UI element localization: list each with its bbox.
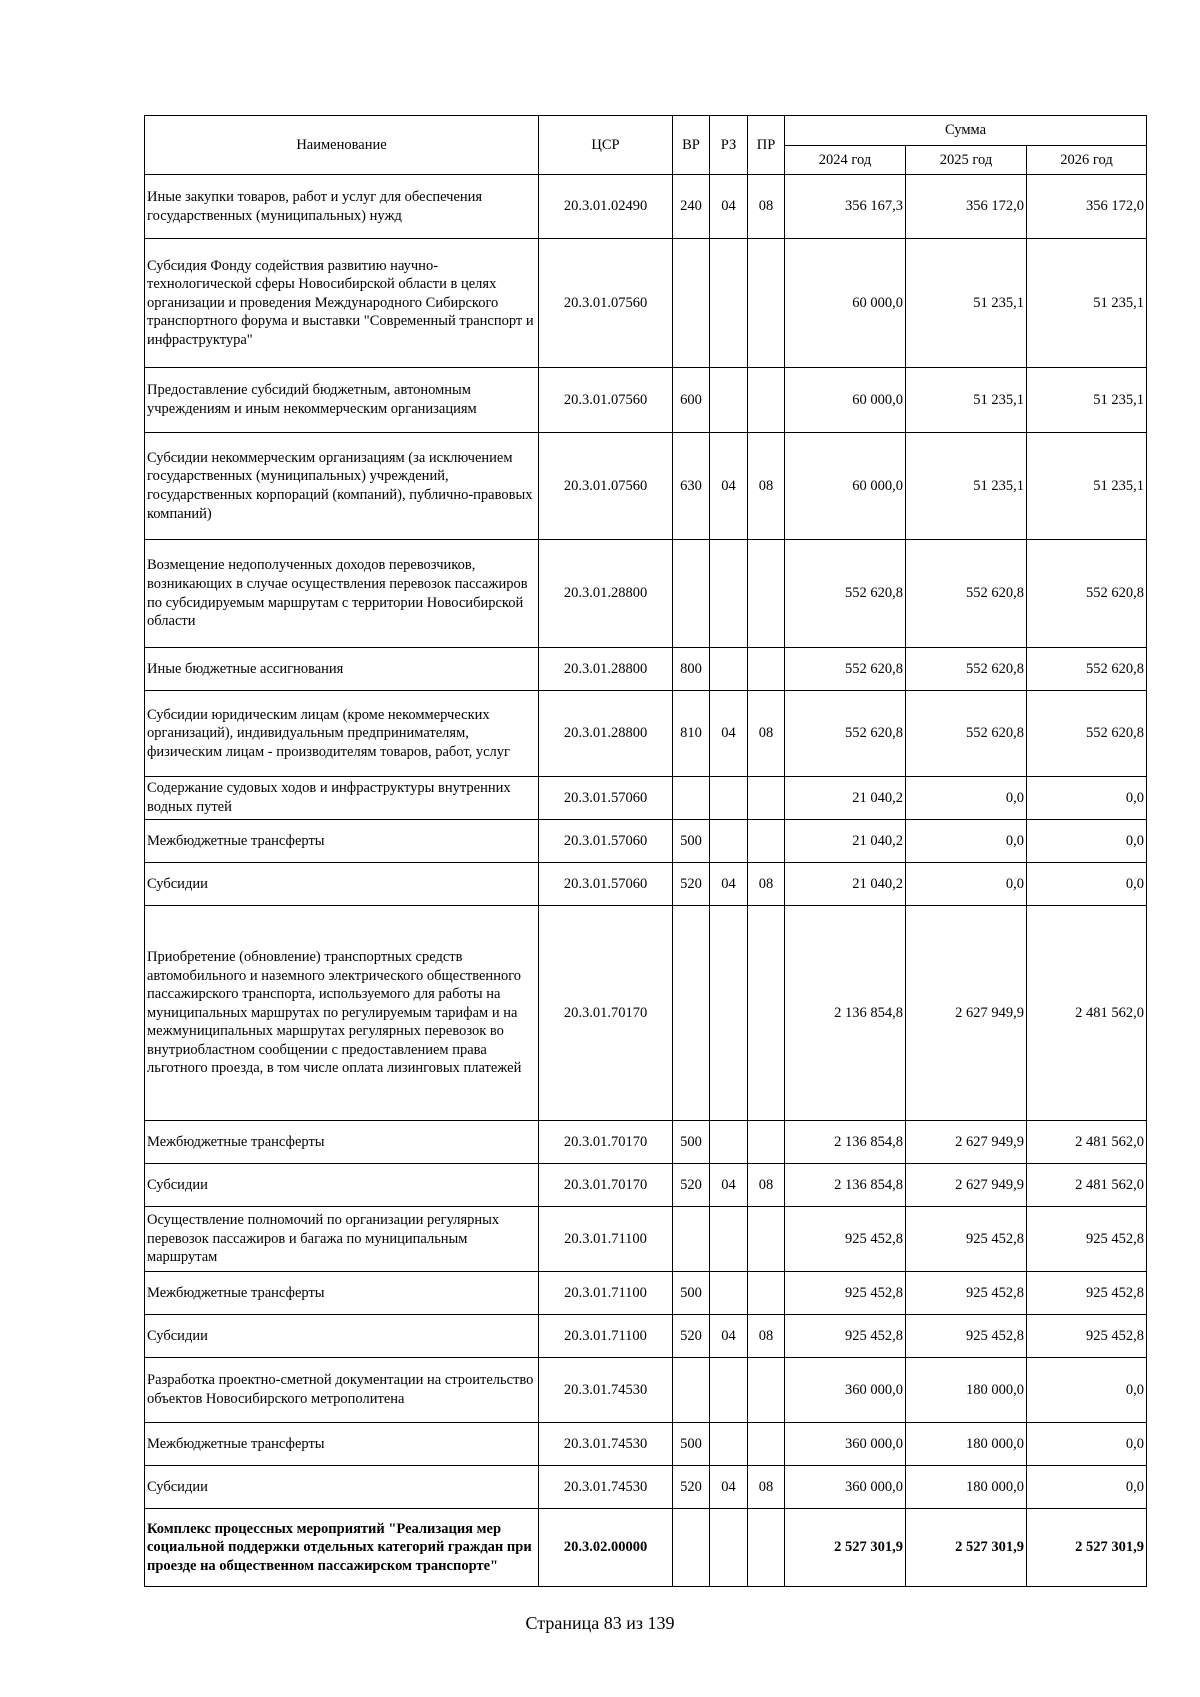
cell-name: Субсидии некоммерческим организациям (за исключением государственных (муниципальных) учреждений, государственных корпораций (компаний), публично-правовых компаний) [145,433,539,540]
cell-vr: 810 [673,691,710,777]
cell-2024: 552 620,8 [785,540,906,648]
cell-2024: 21 040,2 [785,777,906,820]
cell-2026: 356 172,0 [1027,175,1147,239]
cell-2024: 356 167,3 [785,175,906,239]
cell-vr [673,906,710,1121]
cell-rz [710,368,748,433]
cell-2025: 51 235,1 [906,368,1027,433]
cell-vr: 500 [673,820,710,863]
cell-2024: 21 040,2 [785,863,906,906]
table-row [145,239,1147,368]
cell-2026: 2 481 562,0 [1027,1164,1147,1207]
cell-2025: 2 627 949,9 [906,906,1027,1121]
cell-2026: 552 620,8 [1027,691,1147,777]
cell-2025: 51 235,1 [906,239,1027,368]
cell-csr: 20.3.01.70170 [539,1121,673,1164]
cell-2026: 51 235,1 [1027,368,1147,433]
cell-2025: 2 627 949,9 [906,1164,1027,1207]
cell-vr [673,239,710,368]
cell-vr [673,1358,710,1423]
cell-2025: 0,0 [906,863,1027,906]
table-row [145,1358,1147,1423]
cell-csr: 20.3.01.28800 [539,648,673,691]
cell-rz: 04 [710,863,748,906]
cell-pr [748,540,785,648]
table-row [145,175,1147,239]
cell-rz [710,1207,748,1272]
cell-pr [748,906,785,1121]
cell-2024: 2 136 854,8 [785,1164,906,1207]
cell-name: Комплекс процессных мероприятий "Реализация мер социальной поддержки отдельных категорий граждан при проезде на общественном пассажирском транспорте" [145,1509,539,1587]
cell-csr: 20.3.01.07560 [539,239,673,368]
header-sum: Сумма [785,116,1147,146]
cell-2024: 360 000,0 [785,1466,906,1509]
cell-vr [673,540,710,648]
cell-csr: 20.3.01.57060 [539,777,673,820]
cell-pr [748,1358,785,1423]
cell-rz [710,1423,748,1466]
cell-name: Субсидии [145,1164,539,1207]
cell-2026: 0,0 [1027,1358,1147,1423]
cell-2026: 0,0 [1027,1423,1147,1466]
table-header [145,116,1147,175]
cell-pr [748,1272,785,1315]
cell-vr: 520 [673,863,710,906]
table-row [145,1509,1147,1587]
header-2024: 2024 год [785,146,906,175]
cell-vr: 520 [673,1466,710,1509]
cell-rz [710,648,748,691]
cell-2024: 21 040,2 [785,820,906,863]
cell-2026: 51 235,1 [1027,239,1147,368]
cell-csr: 20.3.01.71100 [539,1315,673,1358]
cell-csr: 20.3.01.28800 [539,540,673,648]
cell-2025: 180 000,0 [906,1423,1027,1466]
cell-2025: 2 527 301,9 [906,1509,1027,1587]
table-body [145,175,1147,1587]
cell-name: Иные закупки товаров, работ и услуг для обеспечения государственных (муниципальных) нужд [145,175,539,239]
cell-name: Субсидии юридическим лицам (кроме некоммерческих организаций), индивидуальным предпринимателям, физическим лицам - производителям товаров, работ, услуг [145,691,539,777]
cell-2024: 2 527 301,9 [785,1509,906,1587]
cell-vr: 500 [673,1121,710,1164]
cell-pr [748,1423,785,1466]
cell-2026: 2 481 562,0 [1027,1121,1147,1164]
cell-2025: 925 452,8 [906,1207,1027,1272]
cell-2025: 0,0 [906,777,1027,820]
header-rz: РЗ [710,116,748,175]
cell-vr [673,777,710,820]
cell-rz [710,1121,748,1164]
cell-2025: 925 452,8 [906,1272,1027,1315]
table-row [145,540,1147,648]
cell-rz: 04 [710,691,748,777]
cell-2024: 60 000,0 [785,433,906,540]
cell-pr: 08 [748,1315,785,1358]
cell-pr: 08 [748,863,785,906]
cell-vr [673,1509,710,1587]
cell-2026: 0,0 [1027,1466,1147,1509]
cell-2024: 360 000,0 [785,1358,906,1423]
table-row [145,691,1147,777]
cell-2025: 552 620,8 [906,648,1027,691]
cell-vr: 240 [673,175,710,239]
cell-2026: 925 452,8 [1027,1315,1147,1358]
cell-vr [673,1207,710,1272]
cell-2025: 51 235,1 [906,433,1027,540]
cell-rz: 04 [710,1164,748,1207]
cell-name: Субсидии [145,863,539,906]
cell-rz [710,820,748,863]
table-row [145,1315,1147,1358]
cell-2025: 356 172,0 [906,175,1027,239]
table-row [145,906,1147,1121]
table-row [145,820,1147,863]
cell-2025: 180 000,0 [906,1358,1027,1423]
cell-name: Разработка проектно-сметной документации на строительство объектов Новосибирского метрополитена [145,1358,539,1423]
cell-2025: 0,0 [906,820,1027,863]
budget-table [144,115,1147,1587]
cell-name: Предоставление субсидий бюджетным, автономным учреждениям и иным некоммерческим организациям [145,368,539,433]
cell-pr [748,1121,785,1164]
cell-name: Приобретение (обновление) транспортных средств автомобильного и наземного электрического общественного пассажирского транспорта, используемого для работы на муниципальных маршрутах по регулируемым тарифам и на межмуниципальных маршрутах регулярных перевозок во внутриобластном сообщении с предоставлением права льготного проезда, в том числе оплата лизинговых платежей [145,906,539,1121]
cell-rz: 04 [710,433,748,540]
cell-rz [710,239,748,368]
cell-csr: 20.3.01.74530 [539,1466,673,1509]
header-name: Наименование [145,116,539,175]
cell-name: Содержание судовых ходов и инфраструктуры внутренних водных путей [145,777,539,820]
cell-2026: 0,0 [1027,777,1147,820]
header-csr: ЦСР [539,116,673,175]
cell-csr: 20.3.01.70170 [539,1164,673,1207]
header-2025: 2025 год [906,146,1027,175]
cell-pr [748,239,785,368]
cell-2025: 2 627 949,9 [906,1121,1027,1164]
cell-2026: 552 620,8 [1027,648,1147,691]
cell-csr: 20.3.01.07560 [539,433,673,540]
cell-vr: 520 [673,1315,710,1358]
cell-2025: 925 452,8 [906,1315,1027,1358]
cell-vr: 600 [673,368,710,433]
cell-pr [748,1509,785,1587]
cell-2024: 2 136 854,8 [785,906,906,1121]
cell-pr: 08 [748,175,785,239]
table-row [145,1272,1147,1315]
table-row [145,368,1147,433]
table-row [145,863,1147,906]
cell-csr: 20.3.01.74530 [539,1423,673,1466]
cell-csr: 20.3.01.71100 [539,1272,673,1315]
table-row [145,1164,1147,1207]
cell-pr [748,1207,785,1272]
cell-rz [710,906,748,1121]
table-row [145,433,1147,540]
cell-2024: 60 000,0 [785,368,906,433]
cell-name: Межбюджетные трансферты [145,1272,539,1315]
cell-rz [710,540,748,648]
cell-name: Межбюджетные трансферты [145,1121,539,1164]
cell-name: Возмещение недополученных доходов перевозчиков, возникающих в случае осуществления перевозок пассажиров по субсидируемым маршрутам с территории Новосибирской области [145,540,539,648]
cell-2024: 925 452,8 [785,1207,906,1272]
table-row [145,1423,1147,1466]
table-row [145,1121,1147,1164]
cell-rz [710,1358,748,1423]
cell-2026: 552 620,8 [1027,540,1147,648]
table-row [145,648,1147,691]
cell-vr: 500 [673,1423,710,1466]
cell-vr: 800 [673,648,710,691]
cell-2024: 60 000,0 [785,239,906,368]
cell-rz: 04 [710,175,748,239]
header-2026: 2026 год [1027,146,1147,175]
cell-2026: 925 452,8 [1027,1272,1147,1315]
cell-2026: 51 235,1 [1027,433,1147,540]
cell-name: Иные бюджетные ассигнования [145,648,539,691]
cell-2025: 552 620,8 [906,691,1027,777]
cell-vr: 500 [673,1272,710,1315]
cell-2024: 552 620,8 [785,648,906,691]
cell-csr: 20.3.01.70170 [539,906,673,1121]
cell-2026: 925 452,8 [1027,1207,1147,1272]
cell-2024: 925 452,8 [785,1272,906,1315]
table-row [145,777,1147,820]
cell-name: Межбюджетные трансферты [145,1423,539,1466]
cell-pr: 08 [748,433,785,540]
cell-2024: 552 620,8 [785,691,906,777]
cell-csr: 20.3.01.74530 [539,1358,673,1423]
cell-csr: 20.3.01.57060 [539,820,673,863]
cell-name: Субсидии [145,1466,539,1509]
cell-csr: 20.3.01.57060 [539,863,673,906]
cell-csr: 20.3.01.02490 [539,175,673,239]
cell-csr: 20.3.01.28800 [539,691,673,777]
cell-rz: 04 [710,1315,748,1358]
cell-rz [710,777,748,820]
cell-pr [748,820,785,863]
cell-name: Субсидии [145,1315,539,1358]
cell-vr: 630 [673,433,710,540]
cell-2026: 2 481 562,0 [1027,906,1147,1121]
cell-rz [710,1272,748,1315]
cell-pr: 08 [748,1466,785,1509]
cell-name: Осуществление полномочий по организации регулярных перевозок пассажиров и багажа по муниципальным маршрутам [145,1207,539,1272]
cell-pr: 08 [748,691,785,777]
cell-rz: 04 [710,1466,748,1509]
header-pr: ПР [748,116,785,175]
table-row [145,1207,1147,1272]
cell-2026: 0,0 [1027,820,1147,863]
cell-csr: 20.3.01.71100 [539,1207,673,1272]
cell-pr [748,777,785,820]
cell-2026: 2 527 301,9 [1027,1509,1147,1587]
cell-csr: 20.3.01.07560 [539,368,673,433]
cell-2024: 360 000,0 [785,1423,906,1466]
cell-pr [748,368,785,433]
cell-2026: 0,0 [1027,863,1147,906]
cell-pr: 08 [748,1164,785,1207]
cell-rz [710,1509,748,1587]
cell-2024: 2 136 854,8 [785,1121,906,1164]
cell-csr: 20.3.02.00000 [539,1509,673,1587]
cell-vr: 520 [673,1164,710,1207]
table-row [145,1466,1147,1509]
cell-name: Межбюджетные трансферты [145,820,539,863]
cell-2024: 925 452,8 [785,1315,906,1358]
page-number: Страница 83 из 139 [525,1613,675,1633]
cell-2025: 552 620,8 [906,540,1027,648]
cell-2025: 180 000,0 [906,1466,1027,1509]
header-vr: ВР [673,116,710,175]
cell-name: Субсидия Фонду содействия развитию научно-технологической сферы Новосибирской области в целях организации и проведения Международного Сибирского транспортного форума и выставки "Современный транспорт и инфраструктура" [145,239,539,368]
cell-pr [748,648,785,691]
